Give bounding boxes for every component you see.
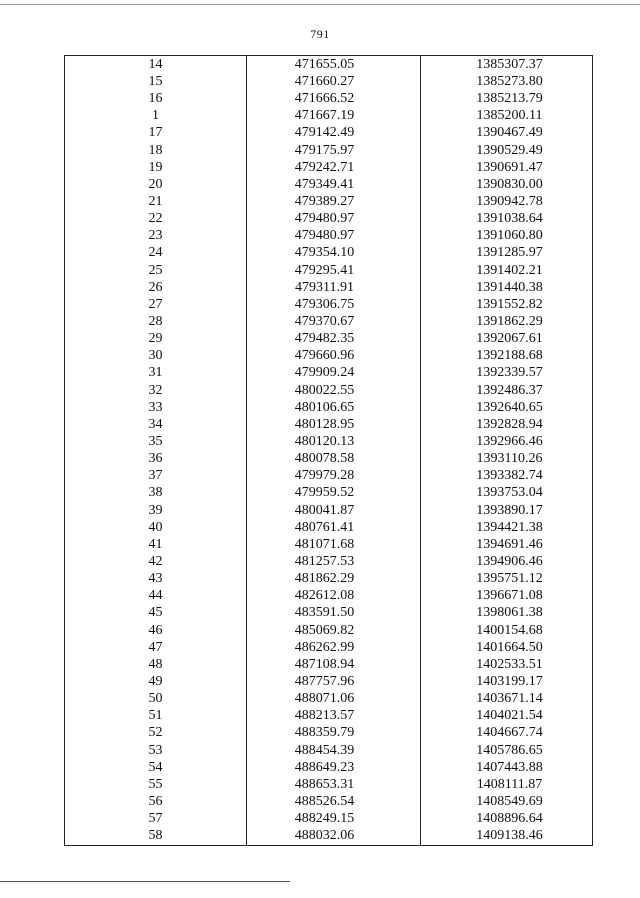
x-coordinate-cell: 479349.41 xyxy=(247,176,421,193)
table-row xyxy=(65,73,593,90)
point-number-cell: 48 xyxy=(65,656,247,673)
y-coordinate-cell: 1408111.87 xyxy=(421,776,593,793)
point-number-cell: 39 xyxy=(65,502,247,519)
x-coordinate-cell: 487757.96 xyxy=(247,673,421,690)
table-row xyxy=(65,587,593,604)
x-coordinate-cell: 488526.54 xyxy=(247,793,421,810)
x-coordinate-cell: 479242.71 xyxy=(247,159,421,176)
point-number-cell: 37 xyxy=(65,467,247,484)
table-row xyxy=(65,810,593,827)
x-coordinate-cell: 479909.24 xyxy=(247,365,421,382)
point-number-cell: 15 xyxy=(65,73,247,90)
point-number-cell: 55 xyxy=(65,776,247,793)
x-coordinate-cell: 471666.52 xyxy=(247,90,421,107)
table-row xyxy=(65,793,593,810)
y-coordinate-cell: 1392828.94 xyxy=(421,416,593,433)
table-row xyxy=(65,450,593,467)
x-coordinate-cell: 479295.41 xyxy=(247,262,421,279)
point-number-cell: 19 xyxy=(65,159,247,176)
y-coordinate-cell: 1385273.80 xyxy=(421,73,593,90)
point-number-cell: 43 xyxy=(65,570,247,587)
y-coordinate-cell: 1395751.12 xyxy=(421,570,593,587)
table-row xyxy=(65,382,593,399)
y-coordinate-cell: 1393382.74 xyxy=(421,467,593,484)
table-row xyxy=(65,502,593,519)
point-number-cell: 23 xyxy=(65,227,247,244)
table-row xyxy=(65,210,593,227)
page-top-edge xyxy=(0,4,640,5)
point-number-cell: 17 xyxy=(65,125,247,142)
y-coordinate-cell: 1393753.04 xyxy=(421,485,593,502)
table-row xyxy=(65,725,593,742)
x-coordinate-cell: 488359.79 xyxy=(247,725,421,742)
point-number-cell: 1 xyxy=(65,107,247,124)
y-coordinate-cell: 1403199.17 xyxy=(421,673,593,690)
x-coordinate-cell: 486262.99 xyxy=(247,639,421,656)
x-coordinate-cell: 479480.97 xyxy=(247,210,421,227)
y-coordinate-cell: 1391402.21 xyxy=(421,262,593,279)
table-row xyxy=(65,673,593,690)
x-coordinate-cell: 488213.57 xyxy=(247,707,421,724)
x-coordinate-cell: 471660.27 xyxy=(247,73,421,90)
point-number-cell: 20 xyxy=(65,176,247,193)
table-row xyxy=(65,759,593,776)
y-coordinate-cell: 1393110.26 xyxy=(421,450,593,467)
y-coordinate-cell: 1390467.49 xyxy=(421,125,593,142)
point-number-cell: 16 xyxy=(65,90,247,107)
y-coordinate-cell: 1392640.65 xyxy=(421,399,593,416)
y-coordinate-cell: 1391060.80 xyxy=(421,227,593,244)
table-row xyxy=(65,776,593,793)
y-coordinate-cell: 1401664.50 xyxy=(421,639,593,656)
y-coordinate-cell: 1391552.82 xyxy=(421,296,593,313)
y-coordinate-cell: 1404667.74 xyxy=(421,725,593,742)
table-row xyxy=(65,159,593,176)
y-coordinate-cell: 1392067.61 xyxy=(421,330,593,347)
point-number-cell: 31 xyxy=(65,365,247,382)
y-coordinate-cell: 1407443.88 xyxy=(421,759,593,776)
point-number-cell: 42 xyxy=(65,553,247,570)
y-coordinate-cell: 1409138.46 xyxy=(421,827,593,845)
x-coordinate-cell: 480120.13 xyxy=(247,433,421,450)
x-coordinate-cell: 479482.35 xyxy=(247,330,421,347)
point-number-cell: 36 xyxy=(65,450,247,467)
table-row xyxy=(65,433,593,450)
x-coordinate-cell: 488653.31 xyxy=(247,776,421,793)
x-coordinate-cell: 479660.96 xyxy=(247,347,421,364)
point-number-cell: 35 xyxy=(65,433,247,450)
y-coordinate-cell: 1392188.68 xyxy=(421,347,593,364)
table-row xyxy=(65,656,593,673)
table-row xyxy=(65,536,593,553)
y-coordinate-cell: 1404021.54 xyxy=(421,707,593,724)
table-row xyxy=(65,107,593,124)
coordinate-table xyxy=(64,55,593,846)
x-coordinate-cell: 471655.05 xyxy=(247,56,421,74)
table-row xyxy=(65,485,593,502)
table-row xyxy=(65,90,593,107)
x-coordinate-cell: 481862.29 xyxy=(247,570,421,587)
table-row xyxy=(65,742,593,759)
point-number-cell: 50 xyxy=(65,690,247,707)
point-number-cell: 27 xyxy=(65,296,247,313)
coordinate-table-body xyxy=(65,56,593,846)
x-coordinate-cell: 480022.55 xyxy=(247,382,421,399)
x-coordinate-cell: 485069.82 xyxy=(247,622,421,639)
table-row xyxy=(65,639,593,656)
table-row xyxy=(65,690,593,707)
table-row xyxy=(65,399,593,416)
x-coordinate-cell: 482612.08 xyxy=(247,587,421,604)
x-coordinate-cell: 481257.53 xyxy=(247,553,421,570)
table-row xyxy=(65,553,593,570)
y-coordinate-cell: 1403671.14 xyxy=(421,690,593,707)
y-coordinate-cell: 1391038.64 xyxy=(421,210,593,227)
y-coordinate-cell: 1392339.57 xyxy=(421,365,593,382)
x-coordinate-cell: 480761.41 xyxy=(247,519,421,536)
y-coordinate-cell: 1402533.51 xyxy=(421,656,593,673)
y-coordinate-cell: 1385307.37 xyxy=(421,56,593,74)
x-coordinate-cell: 480041.87 xyxy=(247,502,421,519)
y-coordinate-cell: 1394421.38 xyxy=(421,519,593,536)
x-coordinate-cell: 488249.15 xyxy=(247,810,421,827)
table-row xyxy=(65,296,593,313)
x-coordinate-cell: 483591.50 xyxy=(247,605,421,622)
point-number-cell: 30 xyxy=(65,347,247,364)
y-coordinate-cell: 1385213.79 xyxy=(421,90,593,107)
y-coordinate-cell: 1392966.46 xyxy=(421,433,593,450)
page-number: 791 xyxy=(310,27,330,41)
point-number-cell: 44 xyxy=(65,587,247,604)
table-row xyxy=(65,365,593,382)
table-row xyxy=(65,827,593,845)
y-coordinate-cell: 1390942.78 xyxy=(421,193,593,210)
table-row xyxy=(65,56,593,74)
table-row xyxy=(65,262,593,279)
point-number-cell: 53 xyxy=(65,742,247,759)
point-number-cell: 32 xyxy=(65,382,247,399)
x-coordinate-cell: 479311.91 xyxy=(247,279,421,296)
x-coordinate-cell: 479354.10 xyxy=(247,245,421,262)
x-coordinate-cell: 479306.75 xyxy=(247,296,421,313)
x-coordinate-cell: 479979.28 xyxy=(247,467,421,484)
point-number-cell: 45 xyxy=(65,605,247,622)
page-bottom-edge xyxy=(0,881,290,882)
point-number-cell: 46 xyxy=(65,622,247,639)
y-coordinate-cell: 1405786.65 xyxy=(421,742,593,759)
x-coordinate-cell: 488071.06 xyxy=(247,690,421,707)
x-coordinate-cell: 479480.97 xyxy=(247,227,421,244)
y-coordinate-cell: 1392486.37 xyxy=(421,382,593,399)
point-number-cell: 29 xyxy=(65,330,247,347)
x-coordinate-cell: 479959.52 xyxy=(247,485,421,502)
table-row xyxy=(65,193,593,210)
table-row xyxy=(65,622,593,639)
x-coordinate-cell: 479389.27 xyxy=(247,193,421,210)
point-number-cell: 56 xyxy=(65,793,247,810)
point-number-cell: 57 xyxy=(65,810,247,827)
table-row xyxy=(65,416,593,433)
table-row xyxy=(65,313,593,330)
y-coordinate-cell: 1394691.46 xyxy=(421,536,593,553)
x-coordinate-cell: 480128.95 xyxy=(247,416,421,433)
point-number-cell: 28 xyxy=(65,313,247,330)
x-coordinate-cell: 487108.94 xyxy=(247,656,421,673)
x-coordinate-cell: 488032.06 xyxy=(247,827,421,845)
y-coordinate-cell: 1390830.00 xyxy=(421,176,593,193)
table-row xyxy=(65,330,593,347)
y-coordinate-cell: 1408549.69 xyxy=(421,793,593,810)
table-row xyxy=(65,707,593,724)
point-number-cell: 49 xyxy=(65,673,247,690)
x-coordinate-cell: 479175.97 xyxy=(247,142,421,159)
x-coordinate-cell: 488649.23 xyxy=(247,759,421,776)
table-row xyxy=(65,227,593,244)
table-row xyxy=(65,125,593,142)
point-number-cell: 24 xyxy=(65,245,247,262)
point-number-cell: 51 xyxy=(65,707,247,724)
point-number-cell: 25 xyxy=(65,262,247,279)
table-row xyxy=(65,605,593,622)
y-coordinate-cell: 1394906.46 xyxy=(421,553,593,570)
y-coordinate-cell: 1408896.64 xyxy=(421,810,593,827)
point-number-cell: 52 xyxy=(65,725,247,742)
x-coordinate-cell: 480078.58 xyxy=(247,450,421,467)
table-row xyxy=(65,176,593,193)
point-number-cell: 26 xyxy=(65,279,247,296)
point-number-cell: 33 xyxy=(65,399,247,416)
x-coordinate-cell: 481071.68 xyxy=(247,536,421,553)
point-number-cell: 18 xyxy=(65,142,247,159)
point-number-cell: 54 xyxy=(65,759,247,776)
x-coordinate-cell: 479142.49 xyxy=(247,125,421,142)
point-number-cell: 38 xyxy=(65,485,247,502)
point-number-cell: 41 xyxy=(65,536,247,553)
x-coordinate-cell: 471667.19 xyxy=(247,107,421,124)
point-number-cell: 58 xyxy=(65,827,247,845)
point-number-cell: 22 xyxy=(65,210,247,227)
point-number-cell: 47 xyxy=(65,639,247,656)
table-row xyxy=(65,467,593,484)
x-coordinate-cell: 480106.65 xyxy=(247,399,421,416)
point-number-cell: 14 xyxy=(65,56,247,74)
table-row xyxy=(65,570,593,587)
y-coordinate-cell: 1391440.38 xyxy=(421,279,593,296)
x-coordinate-cell: 479370.67 xyxy=(247,313,421,330)
table-row xyxy=(65,347,593,364)
table-row xyxy=(65,142,593,159)
y-coordinate-cell: 1385200.11 xyxy=(421,107,593,124)
table-row xyxy=(65,279,593,296)
y-coordinate-cell: 1400154.68 xyxy=(421,622,593,639)
y-coordinate-cell: 1391285.97 xyxy=(421,245,593,262)
point-number-cell: 34 xyxy=(65,416,247,433)
point-number-cell: 21 xyxy=(65,193,247,210)
y-coordinate-cell: 1390529.49 xyxy=(421,142,593,159)
table-row xyxy=(65,519,593,536)
x-coordinate-cell: 488454.39 xyxy=(247,742,421,759)
point-number-cell: 40 xyxy=(65,519,247,536)
y-coordinate-cell: 1398061.38 xyxy=(421,605,593,622)
table-row xyxy=(65,245,593,262)
y-coordinate-cell: 1390691.47 xyxy=(421,159,593,176)
y-coordinate-cell: 1393890.17 xyxy=(421,502,593,519)
y-coordinate-cell: 1391862.29 xyxy=(421,313,593,330)
y-coordinate-cell: 1396671.08 xyxy=(421,587,593,604)
